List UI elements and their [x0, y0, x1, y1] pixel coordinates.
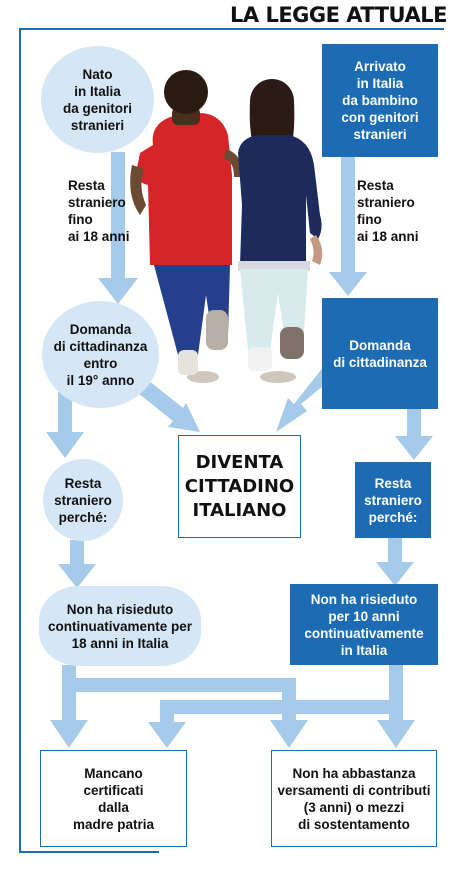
connector-left-vertical — [50, 665, 88, 748]
right-reason-node: Non ha risieduto per 10 anni continuativamente in Italia — [290, 584, 438, 665]
connector-left-horizontal — [62, 678, 296, 692]
connector-right-horizontal — [160, 700, 403, 714]
arrow-right-because-to-reason — [376, 538, 414, 586]
page-title: LA LEGGE ATTUALE — [230, 3, 447, 27]
arrow-right-application-to-because — [395, 409, 433, 460]
left-application-node: Domanda di cittadinanza entro il 19° anno — [42, 301, 159, 408]
right-because-node: Resta straniero perché: — [355, 462, 431, 538]
right-start-node: Arrivato in Italia da bambino con genitori stranieri — [322, 44, 438, 157]
bottom-right-box: Non ha abbastanza versamenti di contributi (3 anni) o mezzi di sostentamento — [271, 750, 437, 847]
right-stays-label: Resta straniero fino ai 18 anni — [357, 178, 419, 244]
left-reason-node: Non ha risieduto continuativamente per 18 anni in Italia — [39, 586, 201, 666]
bottom-left-box: Mancano certificati dalla madre patria — [40, 750, 187, 847]
outcome-box: DIVENTA CITTADINO ITALIANO — [178, 435, 301, 538]
left-stays-label: Resta straniero fino ai 18 anni — [68, 178, 130, 244]
left-start-node: Nato in Italia da genitori stranieri — [41, 46, 154, 153]
arrow-left-because-to-reason — [58, 540, 96, 588]
right-application-node: Domanda di cittadinanza — [322, 298, 438, 409]
left-because-node: Resta straniero perché: — [43, 459, 123, 541]
